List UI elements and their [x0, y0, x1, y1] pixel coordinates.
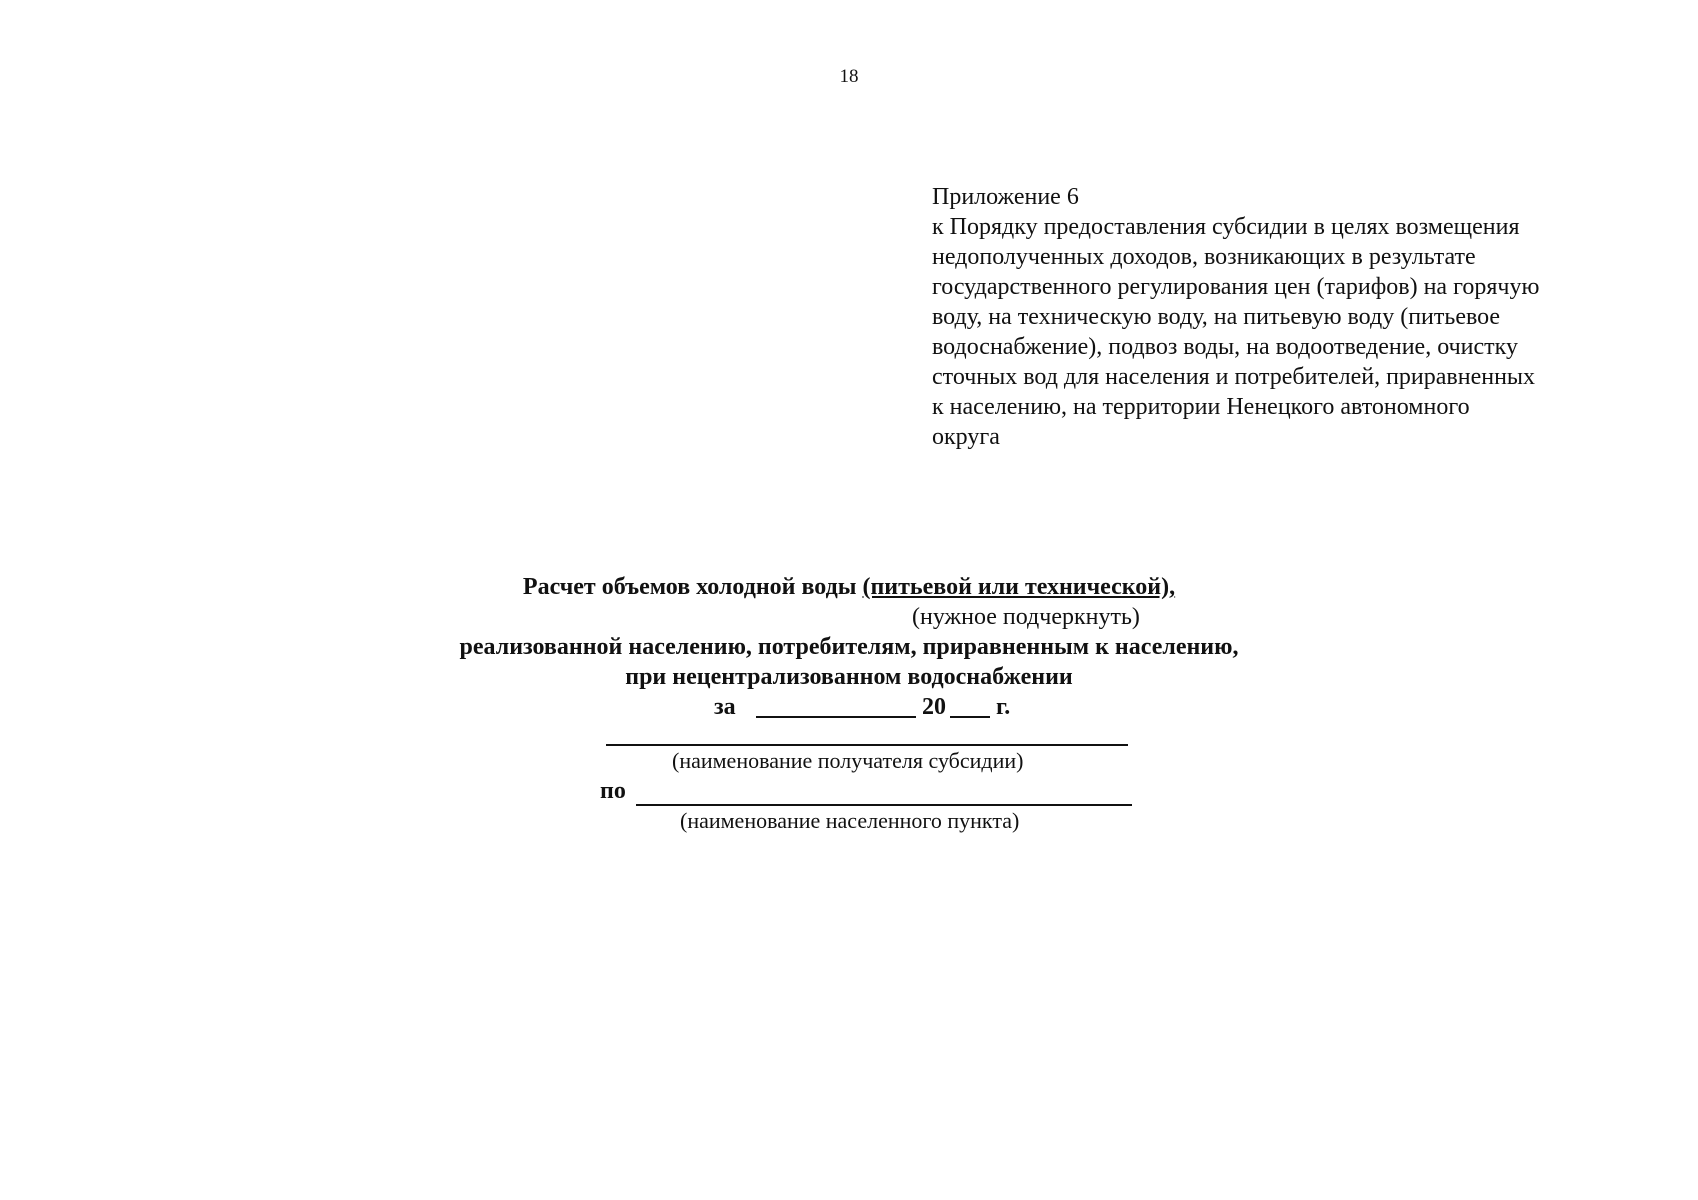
period-year-blank — [950, 696, 990, 718]
appendix-heading: Приложение 6 — [932, 184, 1079, 210]
title-note-row — [0, 602, 1698, 632]
period-suffix: г. — [996, 694, 1011, 720]
title-note: (нужное подчеркнуть) — [912, 604, 1140, 630]
title-line-1 — [0, 572, 1698, 602]
appendix-block — [932, 182, 1632, 452]
appendix-line: воду, на техническую воду, на питьевую воду (питьевое — [932, 304, 1501, 330]
page-number: 18 — [839, 66, 859, 87]
period-prefix: за — [714, 694, 736, 720]
locality-prefix: по — [600, 778, 626, 804]
title-line-2: реализованной населению, потребителям, приравненным к населению, — [459, 634, 1239, 660]
appendix-line: сточных вод для населения и потребителей, приравненных — [932, 364, 1536, 390]
appendix-line: недополученных доходов, возникающих в результате — [932, 244, 1476, 270]
title-water-type: (питьевой или технической), — [862, 574, 1176, 600]
document-title-block — [0, 572, 1698, 722]
appendix-line: к населению, на территории Ненецкого автономного — [932, 394, 1470, 420]
appendix-line: к Порядку предоставления субсидии в целях возмещения — [932, 214, 1520, 240]
appendix-line: водоснабжение), подвоз воды, на водоотведение, очистку — [932, 334, 1518, 360]
locality-caption: (наименование населенного пункта) — [680, 808, 1020, 833]
title-prefix: Расчет объемов холодной воды — [522, 574, 857, 600]
period-year: 20 — [922, 694, 946, 720]
locality-blank-line — [636, 804, 1132, 806]
appendix-line: государственного регулирования цен (тарифов) на горячую — [932, 274, 1540, 300]
recipient-caption: (наименование получателя субсидии) — [672, 748, 1024, 773]
title-line-3: при нецентрализованном водоснабжении — [625, 664, 1073, 690]
title-period-row — [0, 692, 1698, 722]
recipient-blank-line — [606, 744, 1128, 746]
appendix-line: округа — [932, 424, 1000, 450]
period-month-blank — [756, 696, 916, 718]
